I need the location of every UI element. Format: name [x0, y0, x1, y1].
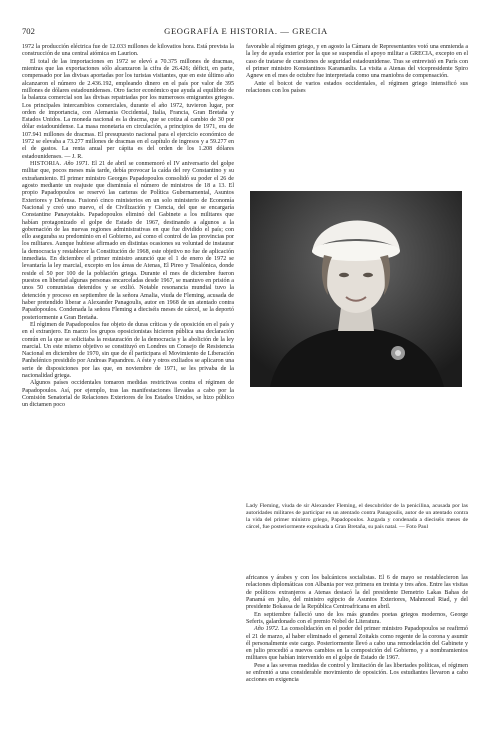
portrait-photo [250, 191, 462, 387]
paragraph-text: Algunos países occidentales tomaron medidas restrictivas contra el régimen de Papadopoulos. Así, por ejemplo, tras las manifestaciones llevadas a cabo por la Comisión Senatorial de Relaciones Exteriores de los Estados Unidos, se hizo público un dictamen poco [22, 380, 234, 409]
paragraph [246, 663, 468, 685]
right-column-bottom [246, 575, 468, 685]
right-column-top [246, 44, 468, 95]
paragraph [22, 161, 234, 322]
paragraph [246, 81, 468, 96]
paragraph [246, 575, 468, 612]
paragraph-text: El total de las importaciones en 1972 se elevó a 70.375 millones de dracmas, mientras que las exportaciones sólo alcanzaron la cifra de 26.426; déficit, en parte, compensado por las divisas aportadas por los turistas visitantes, que en este último año alcanzaron el número de 2.436.192, empleando dinero en el país por valor de 395 millones de dólares estadounidenses. Otro factor económico que ayuda al equilibrio de la balanza comercial son las divisas repatriadas por los numerosos emigrantes griegos. Los principales intercambios comerciales, durante el año 1972, tuvieron lugar, por orden de importancia, con Alemania Occidental, Italia, Francia, Gran Bretaña y Estados Unidos. La moneda nacional es la dracma, que se cotiza al cambio de 30 por dólar estadounidense. La masa monetaria en circulación, a principios de 1971, era de 107.941 millones de dracmas. El presupuesto nacional para el ejercicio económico de 1972 se elevaba a 73.277 millones de dracmas en el capítulo de ingresos y a 59.277 en el de gastos. La renta anual per cápita es del orden de los 1.208 dólares estadounidenses. — J. R. [22, 58, 234, 160]
paragraph [22, 380, 234, 409]
section-heading: HISTORIA. [30, 161, 64, 167]
paragraph [246, 44, 468, 81]
year-label: Año 1971. [63, 161, 90, 167]
left-column [22, 44, 234, 410]
paragraph-text: Pese a las severas medidas de control y limitación de las libertades políticas, el régimen se enfrentó a una considerable movimiento de oposición. Los estudiantes llevaron a cabo acciones en exigencia [246, 662, 468, 684]
portrait-image [250, 191, 462, 387]
paragraph-text: Ante el boicot de varios estados occidentales, el régimen griego intensificó sus relaciones con los países [246, 80, 468, 94]
paragraph-text: favorable al régimen griego, y en agosto la Cámara de Representantes votó una enmienda a la ley de ayuda exterior por la que se suspendía el apoyo militar a GRECIA, excepto en el caso de tratarse de cuestiones de seguridad estadounidense. Tras se entrevistó en París con el primer ministro Konstantinos Karamanlis. La visita a Atenas del vicepresidente Spiro Agnew en el mes de octubre fue interpretada como una maniobra de compensación. [246, 44, 468, 80]
page-number: 702 [22, 26, 35, 36]
paragraph-text: En septiembre falleció uno de los más grandes poetas griegos modernos, George Seferis, galardonado con el premio Nobel de Literatura. [246, 611, 468, 625]
paragraph-text: La consolidación en el poder del primer ministro Papadopoulos se reafirmó el 21 de marzo, al haber eliminado el general Zoitakis como regente de la corona y asumir él personalmente este cargo. Posteriormente llevó a cabo una remodelación del Gabinete y en julio procedió a nuevos cambios en la composición del Gobierno, y a nombramientos militares que habían intervenido en el golpe de Estado de 1967. [246, 626, 468, 662]
photo-caption: Lady Fleming, viuda de sir Alexander Fleming, el descubridor de la penicilina, acusada por las autoridades militares de participar en un atentado contra Panagoulis, autor de un atentado contra la vida del primer ministro griego, Papadopoulos. Juzgada y condenada a dieciséis meses de cárcel, fue posteriormente expulsada a Gran Bretaña, su país natal. — Foto Paul [246, 503, 468, 530]
year-label: Año 1972. [254, 626, 280, 633]
paragraph-text: El régimen de Papadopoulos fue objeto de duras críticas y de oposición en el país y en el extranjero. En marzo los grupos oposicionistas hicieron pública una declaración común en la que se solicitaba la restauración de la democracia y la abolición de la ley marcial. Un este mismo objetivo se constituyó en Londres un Consejo de Resistencia Nacional en diciembre de 1970, sin que de él participara el Movimiento de Liberación Panhelénico presidido por Andreas Papandreu. A éste y otros exiliados se aplicaron una serie de disposiciones por las que, en noviembre de 1971, se les privaba de la nacionalidad griega. [22, 321, 234, 380]
page-header [22, 26, 470, 40]
paragraph [22, 59, 234, 161]
paragraph-text: 1972 la producción eléctrica fue de 12.033 millones de kilovatios hora. Está prevista la construcción de una central atómica en Laurion. [22, 44, 234, 58]
paragraph [246, 626, 468, 663]
running-head: GEOGRAFÍA E HISTORIA. — GRECIA [164, 26, 328, 36]
paragraph [22, 322, 234, 381]
paragraph [22, 44, 234, 59]
paragraph-text: El 21 de abril se conmemoró el IV aniversario del golpe militar que, pocos meses más tarde, debía provocar la caída del rey Constantino y su extrañamiento. El primer ministro Georges Papadopoulos consolidó su poder el 26 de agosto mediante un reajuste que disminuía el número de ministros de 18 a 13. El propio Papadopoulos se reservó las carteras de Política Gubernamental, Asuntos Exteriores y Defensa. Fusionó cinco ministerios en un solo ministerio de Economía Nacional y creó uno nuevo, el de Civilización y Ciencia, del que se encargaría Constantine Panayotakis. Papadopoulos eliminó del Gabinete a los militares que habían protagonizado el golpe de Estado de 1967, destinando a algunos a la gobernación de las nuevas regiones administrativas en que fue dividido el país; con ello aseguraba su predominio en el Gobierno, así como el control de las provincias por los militares. Aunque hubiese afirmado en distintas ocasiones su voluntad de instaurar la democracia y restablecer la Constitución de 1968, este objetivo no fue de aplicación inmediata. En diciembre el primer ministro anunció que el 1 de enero de 1972 se levantaría la ley marcial, excepto en los áreas de Atenas, El Pireo y Tesalónica, donde reside el 50 por 100 de la población griega. Durante el mes de diciembre fueron puestos en libertad algunas personas encarceladas desde 1967, se mantuvo en prisión a unos 50 comunistas detenidos y se exilió. Notable resonancia mundial tuvo la detención y proceso en septiembre de la señora Amalia, viuda de Fleming, acusada de haber pretendido liberar a Alexander Panagoulis, autor en 1968 de un atentado contra Papadopoulos. Condenada la señora Fleming a dieciséis meses de cárcel, se la deportó posteriormente a Gran Bretaña. [22, 161, 235, 321]
paragraph [246, 612, 468, 627]
paragraph-text: africanos y árabes y con los balcánicos socialistas. El 6 de mayo se restablecieron las relaciones diplomáticas con Albania por vez primera en treinta y tres años. Entre las visitas de políticos extranjeros a Atenas destacó la del presidente Demetrio Lakas Bahas de Panamá en julio, del ministro egipcio de Asuntos Exteriores, Mahmoud Riad, y del presidente Bokassa de la República Centroafricana en abril. [246, 575, 468, 611]
